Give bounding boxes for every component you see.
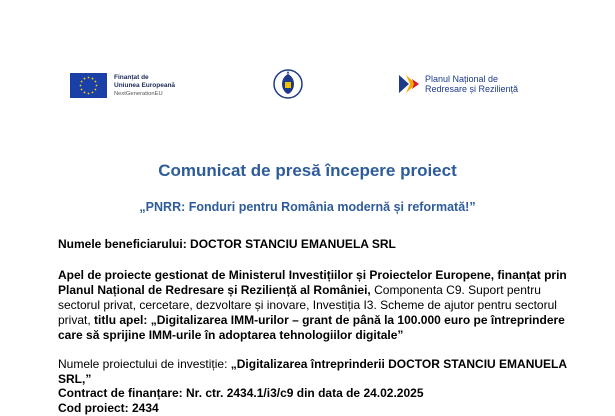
eu-star	[88, 77, 90, 79]
eu-star	[92, 92, 94, 94]
eu-star	[88, 93, 90, 95]
page-title: Comunicat de presă începere proiect	[158, 161, 457, 180]
page-subtitle: „PNRR: Fonduri pentru România modernă și reformată!”	[139, 200, 476, 214]
logo-header	[0, 60, 615, 110]
contract-paragraph	[58, 386, 570, 416]
project-paragraph	[58, 357, 570, 387]
beneficiary-value: DOCTOR STANCIU EMANUELA SRL	[190, 237, 396, 251]
eu-star	[84, 78, 86, 80]
pnrr-logo	[398, 73, 518, 95]
eu-funding-logo	[70, 73, 175, 98]
eu-star	[92, 78, 94, 80]
eu-star	[81, 89, 83, 91]
eu-flag-icon	[70, 73, 107, 98]
eu-star	[81, 81, 83, 83]
project-label: Numele proiectului de investiție:	[58, 357, 228, 371]
eu-line3: NextGenerationEU	[114, 90, 163, 97]
project-value: „Digitalizarea întreprinderii DOCTOR STANCIU EMANUELA SRL,”	[58, 357, 567, 386]
beneficiary-paragraph	[58, 237, 570, 252]
beneficiary-label: Numele beneficiarului:	[58, 237, 187, 251]
eu-line2: Uniunea Europeană	[114, 81, 176, 89]
pnrr-line1: Planul Național de	[425, 73, 499, 84]
pnrr-line2: Redresare și Reziliență	[425, 84, 519, 94]
eu-star	[80, 85, 82, 87]
call-intro: Apel de proiecte gestionat de Ministerul Investițiilor și Proiectelor Europene, finanțat prin Planul Național de Redresare și Reziliență al României,	[58, 268, 567, 297]
pnrr-arrow-icon	[398, 73, 420, 95]
project-code: Cod proiect: 2434	[58, 401, 159, 415]
call-paragraph	[58, 268, 570, 343]
eu-star	[84, 92, 86, 94]
eu-star	[95, 89, 97, 91]
eu-star	[96, 85, 98, 87]
eu-line1: Finanțat de	[114, 73, 149, 81]
call-details: Componenta C9. Suport pentru sectorul privat, cercetare, dezvoltare și inovare, Investiția I3. Scheme de ajutor pentru sectorul privat,	[58, 283, 557, 327]
contract-text: Contract de finanțare: Nr. ctr. 2434.1/i3/c9 din data de 24.02.2025	[58, 386, 424, 400]
call-title-label: titlu apel:	[94, 313, 148, 327]
eu-star	[95, 81, 97, 83]
romanian-government-crest-icon	[273, 66, 303, 102]
call-title-value: „Digitalizarea IMM-urilor – grant de până la 100.000 euro pe întreprindere care să sprijine IMM-urile în adoptarea tehnologiilor digitale”	[58, 313, 565, 342]
